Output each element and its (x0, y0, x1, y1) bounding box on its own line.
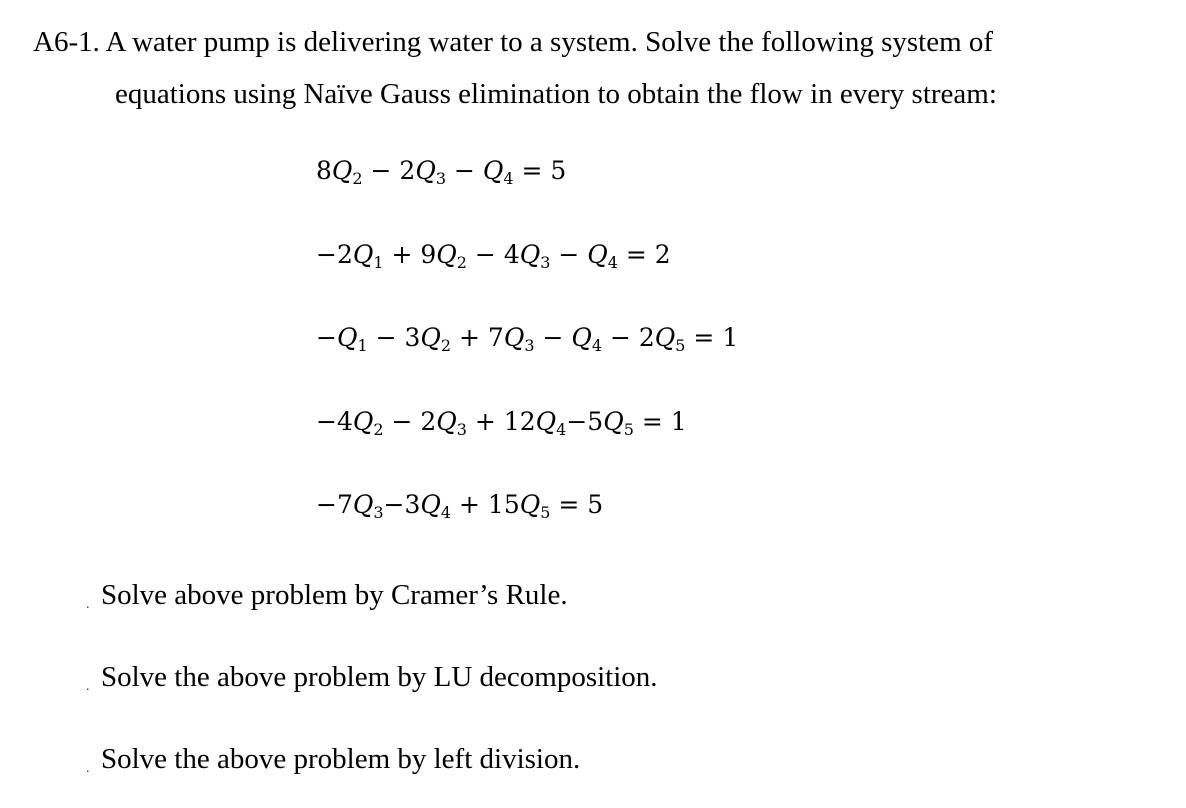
variable-subscript: 5 (540, 503, 551, 522)
variable-subscript: 4 (607, 253, 618, 272)
variable-subscript: 2 (373, 420, 384, 439)
equation-4 (316, 409, 687, 438)
equation-variable: $Q_2$ (352, 407, 384, 439)
equation-variable: $Q_4$ (587, 240, 618, 272)
variable-subscript: 5 (623, 420, 634, 439)
task-item-left-division (86, 745, 580, 776)
equation-variable: $Q_4$ (482, 156, 514, 188)
variable-subscript: 4 (591, 336, 603, 355)
equation-variable: $Q_1$ (336, 323, 368, 355)
variable-subscript: 3 (435, 169, 447, 188)
equation-variable: $Q_2$ (436, 240, 467, 272)
equation-term: −7 (316, 490, 353, 519)
variable-subscript: 3 (373, 503, 384, 522)
task-text: Solve the above problem by left division. (101, 743, 581, 775)
task-item-cramers-rule (86, 581, 568, 612)
bullet-marker: . (86, 761, 90, 776)
equation-variable: $Q_4$ (420, 490, 452, 522)
equation-term: −3 (383, 490, 421, 519)
variable-subscript: 4 (556, 420, 567, 439)
equation-3 (316, 325, 738, 354)
variable-subscript: 3 (456, 420, 467, 439)
problem-title-line: A6-1. A water pump is delivering water to a system. Solve the following system of (33, 26, 994, 58)
equation-term: − 4 (466, 240, 520, 269)
variable-subscript: 2 (440, 336, 452, 355)
variable-subscript: 4 (440, 503, 452, 522)
equation-term: − 2 (602, 323, 655, 352)
equation-term: = 1 (633, 407, 687, 436)
equation-term: −5 (566, 407, 604, 436)
equation-variable: $Q_1$ (352, 240, 384, 272)
equation-term: − (316, 323, 337, 352)
equation-term: = 2 (617, 240, 671, 269)
equation-term: − 2 (362, 156, 416, 185)
equation-term: − 3 (367, 323, 421, 352)
equation-term: −4 (316, 407, 353, 436)
equation-variable: $Q_3$ (519, 240, 551, 272)
equation-term: − (446, 156, 483, 185)
variable-subscript: 1 (357, 336, 368, 355)
equation-variable: $Q_4$ (535, 407, 567, 439)
equation-term: = 1 (685, 323, 739, 352)
equation-term: − (534, 323, 572, 352)
equation-term: + 12 (466, 407, 536, 436)
equation-1 (316, 158, 566, 187)
equation-term: −2 (316, 240, 353, 269)
equation-2 (316, 242, 671, 271)
equation-term: + 9 (383, 240, 437, 269)
bullet-marker: . (86, 597, 90, 612)
variable-subscript: 2 (456, 253, 467, 272)
bullet-marker: . (86, 679, 90, 694)
equation-term: − (550, 240, 588, 269)
equation-term: − 2 (383, 407, 437, 436)
equation-variable: $Q_2$ (331, 156, 363, 188)
equation-variable: $Q_3$ (415, 156, 447, 188)
task-text: Solve above problem by Cramer’s Rule. (101, 579, 568, 611)
variable-subscript: 5 (675, 336, 686, 355)
equation-variable: $Q_5$ (603, 407, 634, 439)
problem-instruction-line: equations using Naïve Gauss elimination to obtain the flow in every stream: (115, 78, 997, 110)
variable-subscript: 3 (524, 336, 535, 355)
equation-term: + 7 (451, 323, 504, 352)
equation-variable: $Q_4$ (571, 323, 603, 355)
equation-term: = 5 (513, 156, 567, 185)
equation-variable: $Q_3$ (352, 490, 384, 522)
equation-variable: $Q_5$ (654, 323, 686, 355)
variable-subscript: 1 (373, 253, 384, 272)
equation-term: + 15 (451, 490, 520, 519)
equation-variable: $Q_2$ (420, 323, 452, 355)
equation-variable: $Q_3$ (436, 407, 467, 439)
variable-subscript: 3 (540, 253, 551, 272)
equation-variable: $Q_5$ (519, 490, 551, 522)
variable-subscript: 4 (503, 169, 514, 188)
equation-5 (316, 492, 603, 521)
equation-term: = 5 (550, 490, 604, 519)
equation-term: 8 (316, 156, 332, 185)
task-item-lu-decomposition (86, 663, 658, 694)
equation-variable: $Q_3$ (503, 323, 535, 355)
task-text: Solve the above problem by LU decomposition. (101, 661, 658, 693)
variable-subscript: 2 (352, 169, 363, 188)
